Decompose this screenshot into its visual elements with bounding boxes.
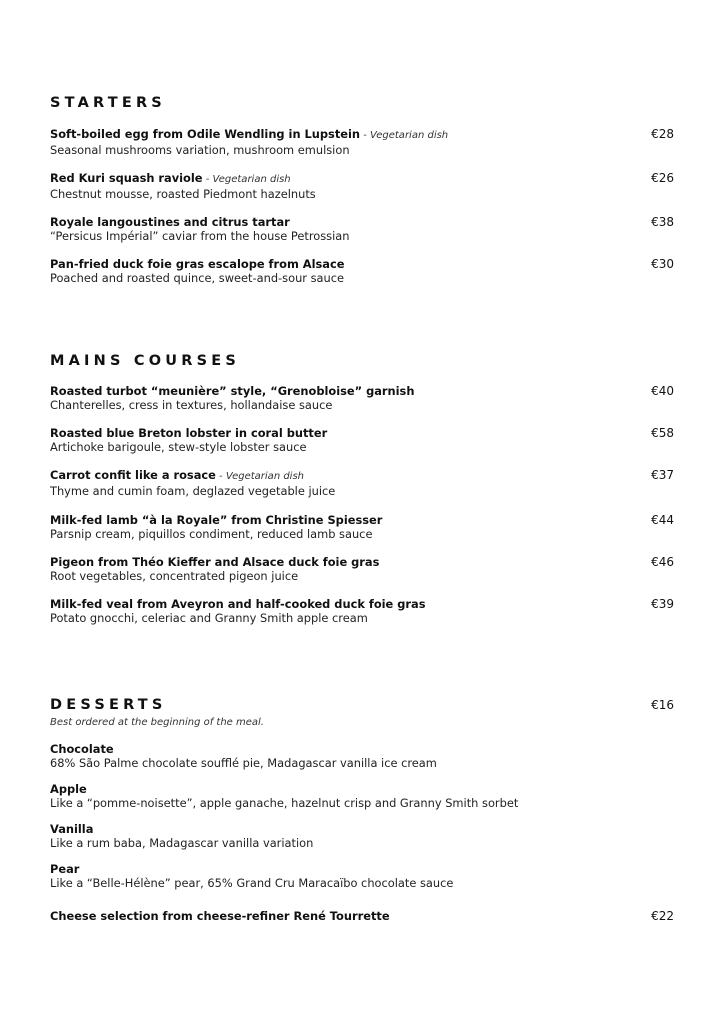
menu-item (50, 215, 676, 243)
item-description: Root vegetables, concentrated pigeon juice (50, 569, 299, 583)
item-price: €38 (651, 215, 674, 229)
item-description: Like a rum baba, Madagascar vanilla variation (50, 836, 314, 850)
dessert-item (50, 822, 676, 850)
item-price: €37 (651, 468, 674, 482)
mains-section (50, 353, 676, 625)
item-name: Red Kuri squash raviole (50, 171, 203, 185)
item-name: Pan-fried duck foie gras escalope from Alsace (50, 257, 345, 271)
item-description: “Persicus Impérial” caviar from the house Petrossian (50, 229, 350, 243)
item-price: €22 (651, 909, 674, 923)
menu-item (50, 597, 676, 625)
item-price: €44 (651, 513, 674, 527)
item-price: €30 (651, 257, 674, 271)
item-description: Thyme and cumin foam, deglazed vegetable juice (50, 484, 336, 498)
section-title-starters: STARTERS (50, 95, 166, 111)
menu-item (50, 513, 676, 541)
menu-item (50, 468, 676, 498)
item-price: €40 (651, 384, 674, 398)
item-name: Royale langoustines and citrus tartar (50, 215, 290, 229)
item-price: €28 (651, 127, 674, 141)
item-description: 68% São Palme chocolate soufflé pie, Madagascar vanilla ice cream (50, 756, 437, 770)
item-description: Artichoke barigoule, stew-style lobster sauce (50, 440, 307, 454)
vegetarian-tag: - Vegetarian dish (202, 174, 291, 185)
item-name: Chocolate (50, 742, 114, 756)
cheese-item (50, 909, 676, 923)
item-name: Pear (50, 862, 80, 876)
item-name: Milk-fed veal from Aveyron and half-cooked duck foie gras (50, 597, 426, 611)
item-name: Apple (50, 782, 87, 796)
item-description: Chanterelles, cress in textures, hollandaise sauce (50, 398, 333, 412)
item-price: €58 (651, 426, 674, 440)
item-name: Soft-boiled egg from Odile Wendling in Lupstein (50, 127, 361, 141)
menu-item (50, 257, 676, 285)
desserts-price: €16 (651, 698, 674, 712)
starters-section (50, 95, 676, 285)
item-price: €39 (651, 597, 674, 611)
menu-item (50, 426, 676, 454)
item-description: Seasonal mushrooms variation, mushroom emulsion (50, 143, 350, 157)
vegetarian-tag: - Vegetarian dish (215, 471, 305, 482)
menu-item (50, 384, 676, 412)
section-title-mains: MAINS COURSES (50, 353, 240, 369)
item-price: €46 (651, 555, 674, 569)
item-name: Pigeon from Théo Kieffer and Alsace duck foie gras (50, 555, 380, 569)
dessert-item (50, 742, 676, 770)
desserts-note: Best ordered at the beginning of the meal. (50, 717, 264, 728)
item-description: Potato gnocchi, celeriac and Granny Smith apple cream (50, 611, 368, 625)
menu-item (50, 555, 676, 583)
item-name: Carrot confit like a rosace (50, 468, 216, 482)
dessert-item (50, 862, 676, 890)
item-name: Vanilla (50, 822, 94, 836)
item-name: Roasted turbot “meunière” style, “Grenobloise” garnish (50, 384, 415, 398)
item-description: Chestnut mousse, roasted Piedmont hazelnuts (50, 187, 316, 201)
dessert-item (50, 782, 676, 810)
item-name: Milk-fed lamb “à la Royale” from Christine Spiesser (50, 513, 383, 527)
item-description: Parsnip cream, piquillos condiment, reduced lamb sauce (50, 527, 373, 541)
menu-item (50, 171, 676, 201)
item-description: Like a “pomme-noisette”, apple ganache, hazelnut crisp and Granny Smith sorbet (50, 796, 519, 810)
item-description: Like a “Belle-Hélène” pear, 65% Grand Cru Maracaïbo chocolate sauce (50, 876, 454, 890)
item-name: Cheese selection from cheese-refiner René Tourrette (50, 909, 390, 923)
desserts-section (50, 697, 676, 923)
item-price: €26 (651, 171, 674, 185)
item-name: Roasted blue Breton lobster in coral butter (50, 426, 328, 440)
vegetarian-tag: - Vegetarian dish (360, 130, 449, 141)
menu-item (50, 127, 676, 157)
item-description: Poached and roasted quince, sweet-and-sour sauce (50, 271, 345, 285)
section-title-desserts: DESSERTS (50, 697, 167, 713)
